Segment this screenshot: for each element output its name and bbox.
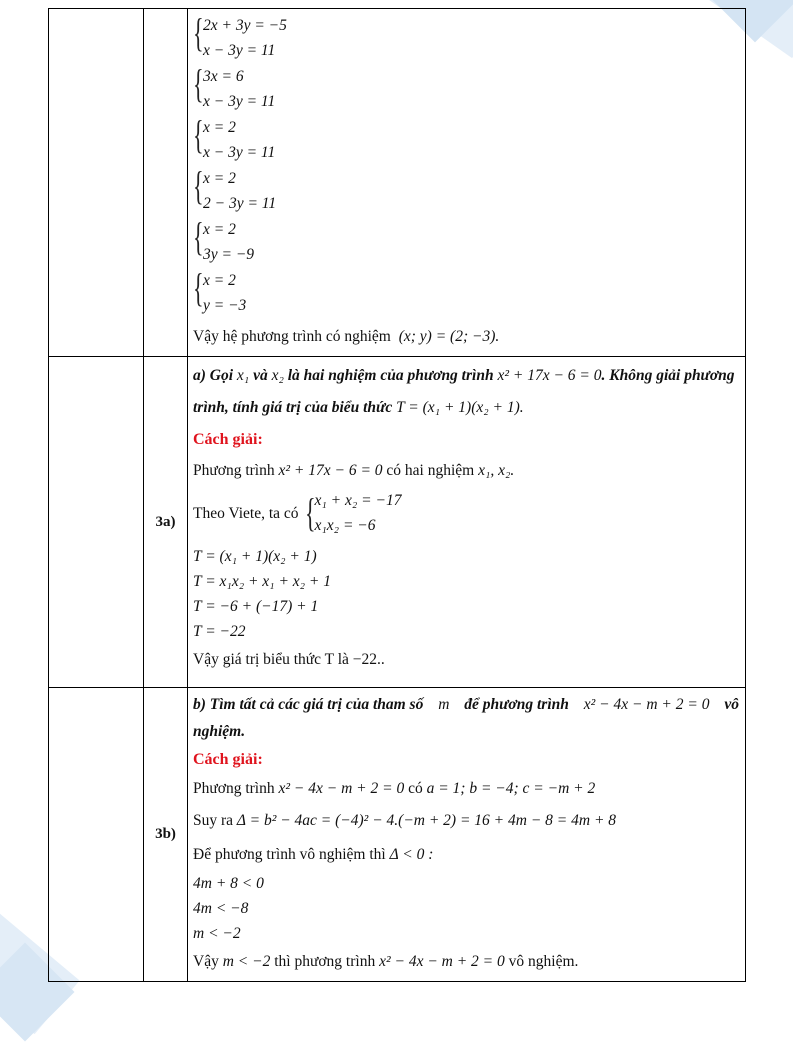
brace-icon: {: [193, 112, 204, 157]
math-equation: x² − 4x − m + 2 = 0: [583, 696, 710, 713]
math-m: m: [438, 696, 450, 713]
table-row-system-solution: [49, 9, 746, 357]
viete-product: x₁x₂ = −6: [314, 517, 376, 534]
equation-line: x − 3y = 11: [203, 93, 276, 110]
question-text: . Không giải phương: [601, 367, 735, 384]
step-text: Để phương trình vô nghiệm thì: [193, 846, 386, 863]
system-steps: [188, 9, 745, 352]
math-x1: x₁: [236, 367, 250, 384]
empty-cell: [49, 688, 144, 982]
brace-icon: {: [304, 490, 316, 535]
question-3b-line2: nghiệm.: [193, 723, 246, 740]
content-cell-3b: [188, 688, 746, 982]
equation-line: 2 − 3y = 11: [203, 195, 277, 212]
brace-icon: {: [193, 214, 204, 259]
table-row-3b: [49, 688, 746, 982]
step-text: thì phương trình: [274, 953, 376, 970]
equation-line: 3x = 6: [203, 68, 244, 85]
equation-system: [193, 112, 739, 165]
math-equation: x² + 17x − 6 = 0: [278, 462, 383, 479]
question-3a-line2: [193, 392, 739, 424]
math-equation: x² + 17x − 6 = 0: [497, 367, 602, 384]
content-cell: [188, 9, 746, 357]
math-discriminant: Δ = b² − 4ac = (−4)² − 4.(−m + 2) = 16 + 4m − 8 = 4m + 8: [236, 812, 617, 829]
conclusion-line: [193, 324, 739, 349]
conclusion-text: Vậy hệ phương trình có nghiệm: [193, 328, 391, 345]
question-text: là hai nghiệm của phương trình: [287, 367, 494, 384]
calc-line: 4m + 8 < 0: [193, 875, 264, 892]
calc-line: T = −6 + (−17) + 1: [193, 598, 319, 615]
conclusion-3a: Vậy giá trị biểu thức T là −22..: [193, 651, 385, 668]
empty-cell: [49, 9, 144, 357]
step-text: Phương trình: [193, 780, 275, 797]
calc-3a: [193, 544, 739, 644]
equation-line: x = 2: [203, 272, 236, 289]
empty-cell: [49, 357, 144, 688]
viete-label: Theo Viete, ta có: [193, 504, 299, 522]
math-condition: Δ < 0 :: [389, 846, 434, 863]
brace-icon: {: [193, 163, 204, 208]
math-x2: x₂: [271, 367, 284, 384]
viete-system: [305, 488, 402, 538]
calc-line: T = x₁x₂ + x₁ + x₂ + 1: [193, 573, 332, 590]
math-expression: T = (x₁ + 1)(x₂ + 1).: [396, 399, 524, 416]
conclusion-math: (x; y) = (2; −3).: [398, 328, 500, 345]
question-text: a) Gọi: [193, 367, 234, 384]
viete-sum: x₁ + x₂ = −17: [314, 492, 402, 509]
calc-line: 4m < −8: [193, 900, 249, 917]
step-text: Suy ra: [193, 812, 234, 829]
calc-line: T = (x₁ + 1)(x₂ + 1): [193, 548, 317, 565]
conclusion-3b: [193, 946, 739, 978]
step2-3b: [193, 803, 739, 839]
brace-icon: {: [193, 61, 204, 106]
math-equation: x² − 4x − m + 2 = 0: [379, 953, 505, 970]
step-text: Phương trình: [193, 462, 275, 479]
math-roots: x₁, x₂.: [478, 462, 515, 479]
calc-3b: [193, 871, 739, 946]
step3-3b: [193, 839, 739, 871]
equation-system: [193, 10, 739, 63]
question-3b-line1: [193, 691, 739, 719]
equation-system: [193, 61, 739, 114]
brace-icon: {: [193, 10, 204, 55]
step-text: có: [408, 780, 423, 797]
label-cell-3a: 3a): [144, 357, 188, 688]
step-text: vô nghiệm.: [508, 953, 579, 970]
label-cell: [144, 9, 188, 357]
question-text: để phương trình: [464, 696, 569, 713]
method-label-3b: Cách giải:: [193, 751, 263, 768]
equation-system: [193, 214, 739, 267]
question-text: trình, tính giá trị của biểu thức: [193, 399, 393, 416]
equation-system: [193, 265, 739, 318]
equation-line: x = 2: [203, 119, 236, 136]
math-m-condition: m < −2: [222, 953, 271, 970]
question-3a-line1: [193, 360, 739, 392]
viete-line: [193, 486, 739, 540]
question-text: vô: [724, 696, 739, 713]
label-cell-3b: 3b): [144, 688, 188, 982]
calc-line: m < −2: [193, 925, 241, 942]
question-text: b) Tìm tất cả các giá trị của tham số: [193, 696, 424, 713]
step1-3a: [193, 456, 739, 486]
equation-line: x − 3y = 11: [203, 42, 276, 59]
step-text: có hai nghiệm: [386, 462, 475, 479]
equation-system: [193, 163, 739, 216]
math-coefficients: a = 1; b = −4; c = −m + 2: [426, 780, 596, 797]
question-connector: và: [253, 367, 268, 384]
equation-line: x − 3y = 11: [203, 144, 276, 161]
table-row-3a: [49, 357, 746, 688]
equation-line: x = 2: [203, 170, 236, 187]
equation-line: x = 2: [203, 221, 236, 238]
equation-line: 2x + 3y = −5: [203, 17, 287, 34]
equation-line: y = −3: [203, 297, 247, 314]
content-cell-3a: [188, 357, 746, 688]
calc-line: T = −22: [193, 623, 246, 640]
document-page: [48, 8, 745, 978]
method-label-3a: Cách giải:: [193, 431, 263, 448]
solution-table: [48, 8, 746, 982]
math-equation: x² − 4x − m + 2 = 0: [278, 780, 405, 797]
equation-line: 3y = −9: [203, 246, 255, 263]
step-text: Vậy: [193, 953, 219, 970]
step1-3b: [193, 775, 739, 803]
systems-list: [193, 10, 739, 318]
brace-icon: {: [193, 265, 204, 310]
